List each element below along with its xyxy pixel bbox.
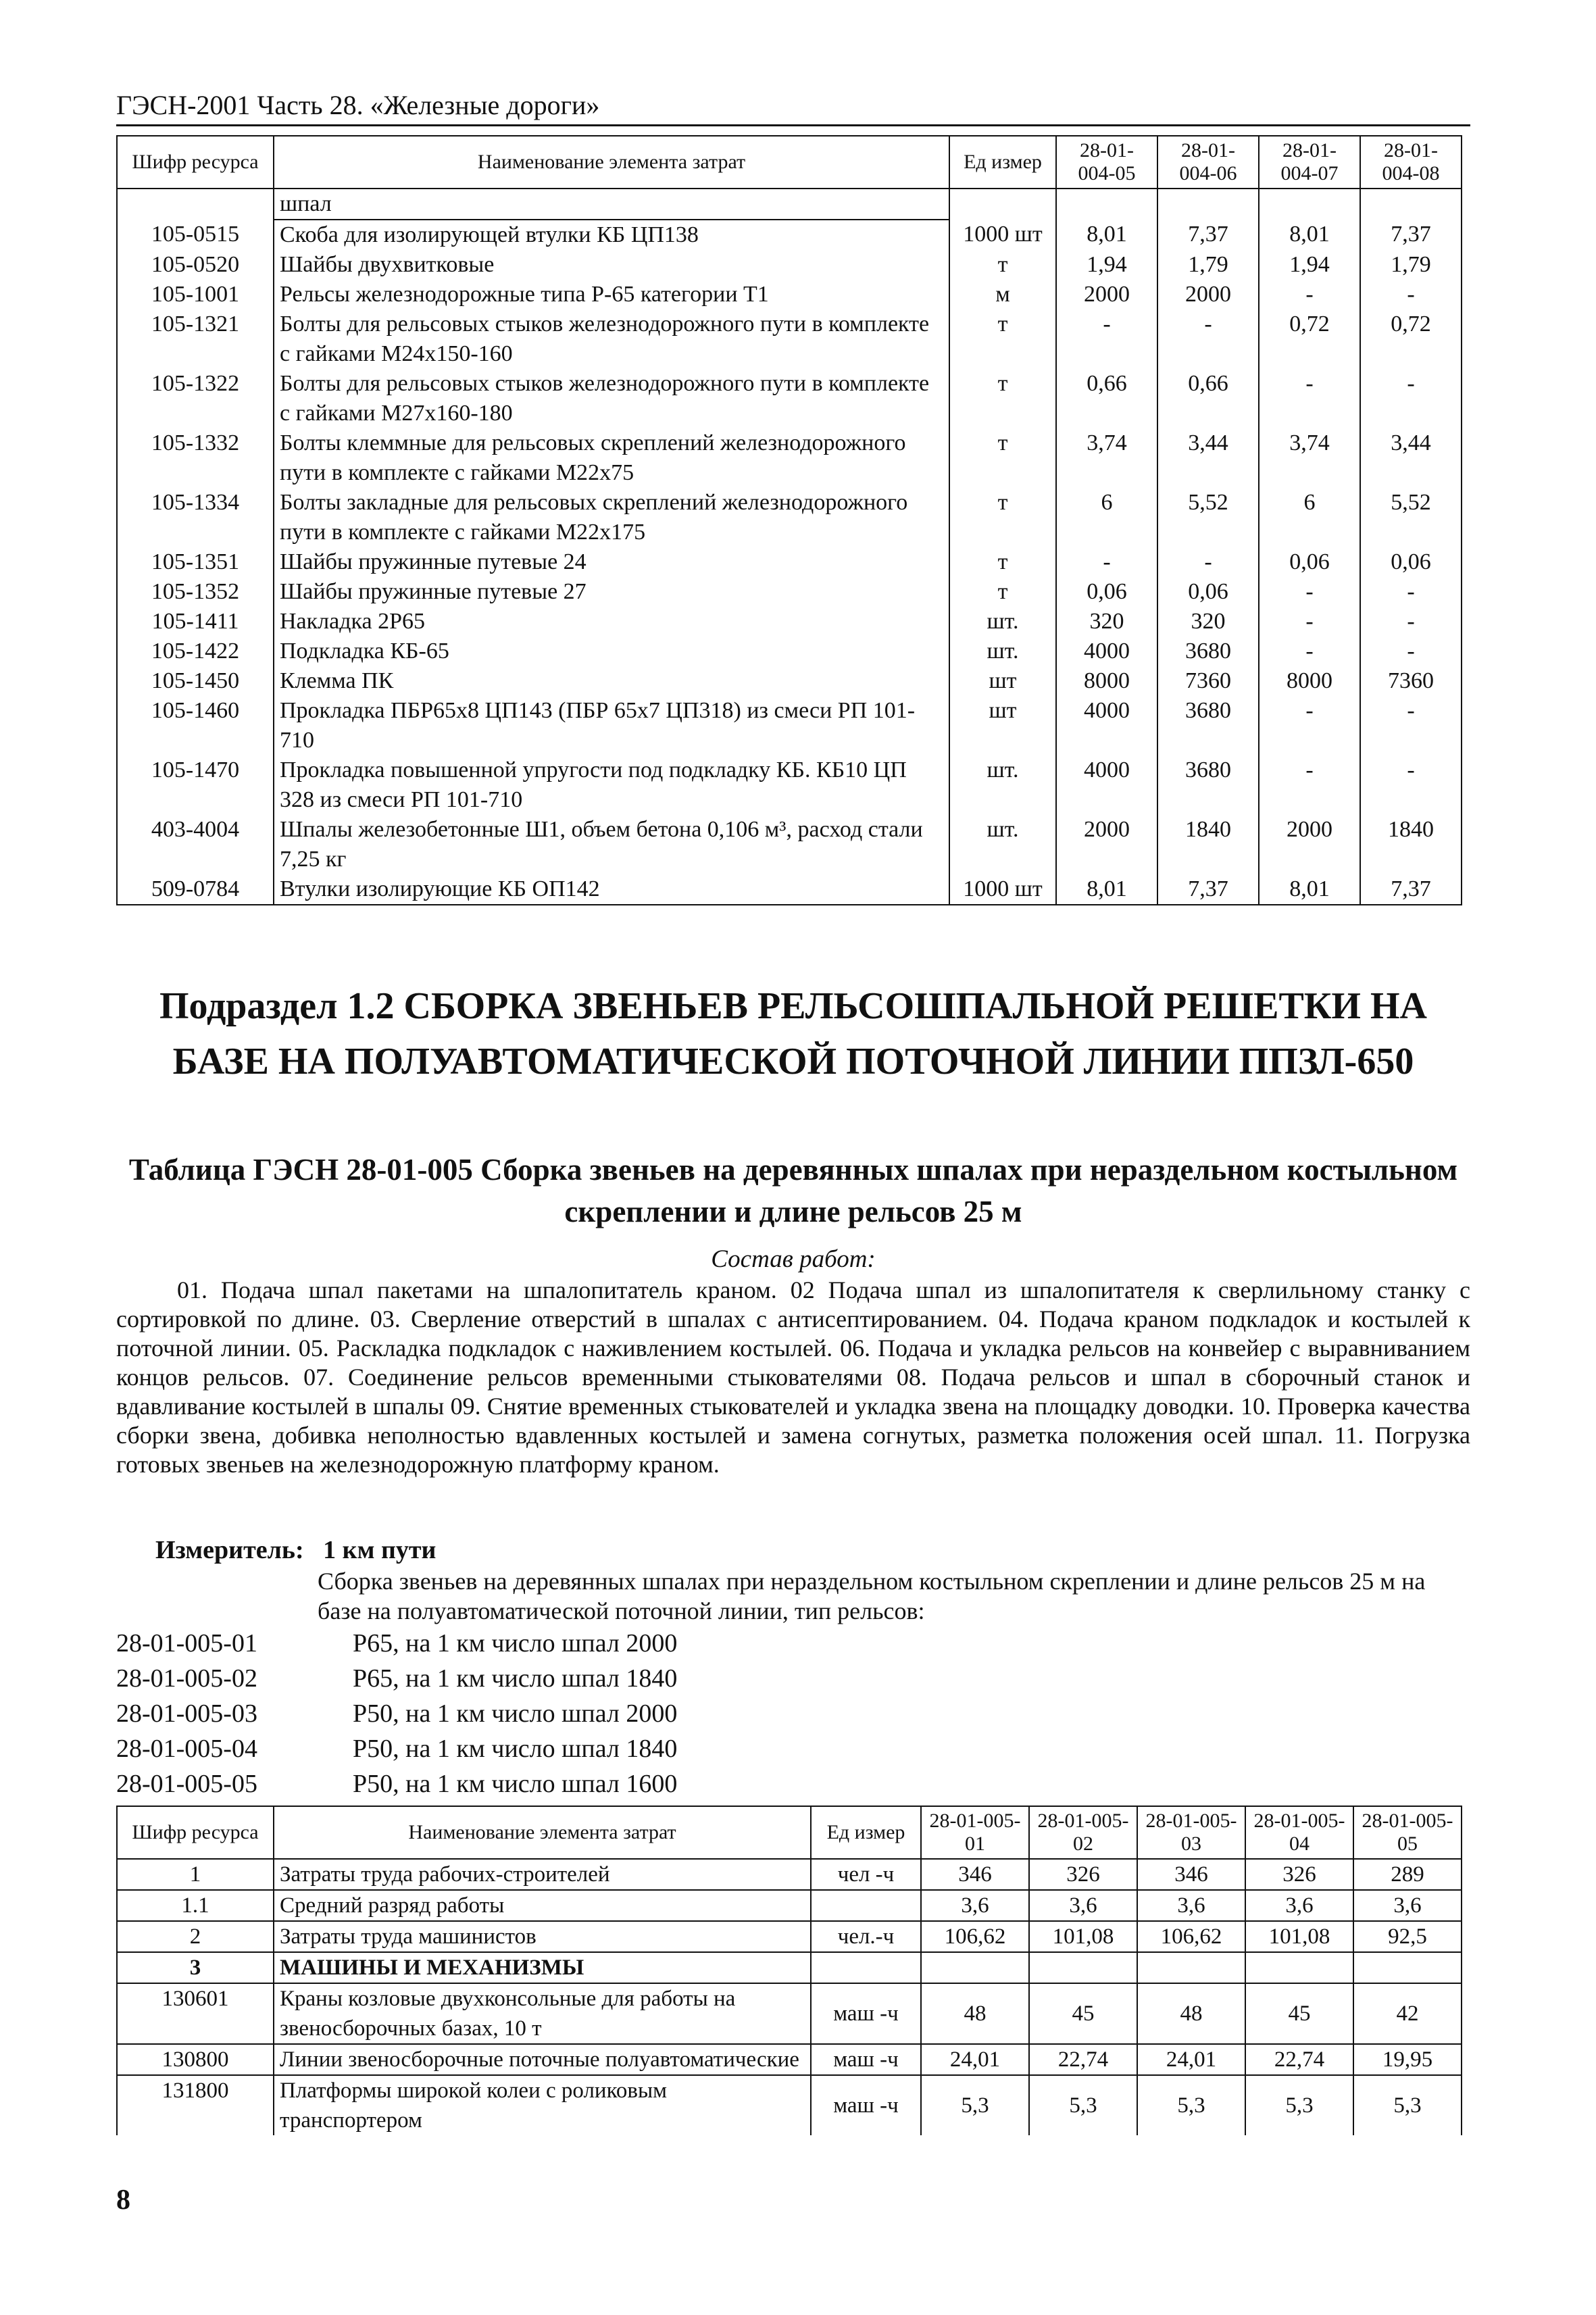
resource-table-004	[116, 135, 1462, 905]
resource-code: 105-1321	[117, 309, 274, 369]
header-col: 28-01-005-01	[921, 1806, 1029, 1859]
page-header: ГЭСН-2001 Часть 28. «Железные дороги»	[116, 90, 600, 120]
resource-unit: т	[949, 577, 1056, 607]
resource-name: Шпалы железобетонные Ш1, объем бетона 0,106 м³, расход стали 7,25 кг	[274, 815, 949, 874]
resource-value: 3,74	[1259, 428, 1360, 488]
header-unit: Ед измер	[949, 136, 1056, 189]
resource-value: -	[1259, 696, 1360, 755]
resource-name: Подкладка КБ-65	[274, 637, 949, 666]
resource-value: 320	[1056, 607, 1157, 637]
resource-value: 0,72	[1360, 309, 1462, 369]
resource-unit: т	[949, 369, 1056, 428]
resource-value: 1,94	[1259, 250, 1360, 280]
resource-name: Клемма ПК	[274, 666, 949, 696]
resource-value: 101,08	[1029, 1921, 1137, 1952]
subsection-title: Подраздел 1.2 СБОРКА ЗВЕНЬЕВ РЕЛЬСОШПАЛЬНОЙ РЕШЕТКИ НА БАЗЕ НА ПОЛУАВТОМАТИЧЕСКОЙ ПОТОЧНОЙ ЛИНИИ ППЗЛ-650	[159, 985, 1427, 1082]
resource-name: Шайбы двухвитковые	[274, 250, 949, 280]
resource-value	[1029, 1952, 1137, 1983]
variant-item	[116, 1769, 677, 1799]
resource-value: 326	[1029, 1859, 1137, 1890]
resource-value: 1840	[1157, 815, 1259, 874]
resource-name: Линии звеносборочные поточные полуавтоматические	[274, 2044, 811, 2075]
variant-item	[116, 1734, 677, 1764]
header-col: 28-01-005-03	[1137, 1806, 1245, 1859]
resource-value: 106,62	[921, 1921, 1029, 1952]
resource-value: 7,37	[1157, 874, 1259, 905]
resource-name: Болты клеммные для рельсовых скреплений железнодорожного пути в комплекте с гайками М22х75	[274, 428, 949, 488]
resource-code: 105-1411	[117, 607, 274, 637]
resource-code: 1.1	[117, 1890, 274, 1921]
resource-code: 403-4004	[117, 815, 274, 874]
resource-value: 3680	[1157, 696, 1259, 755]
resource-code: 105-1001	[117, 280, 274, 309]
resource-unit: т	[949, 309, 1056, 369]
resource-code: 130601	[117, 1983, 274, 2044]
resource-value: 7,37	[1157, 220, 1259, 250]
resource-code: 105-1351	[117, 547, 274, 577]
table-row	[117, 577, 1462, 607]
variant-text: Р50, на 1 км число шпал 1840	[353, 1735, 678, 1763]
resource-value: 0,66	[1056, 369, 1157, 428]
variant-item	[116, 1699, 677, 1728]
variant-item	[116, 1628, 677, 1658]
resource-name: Втулки изолирующие КБ ОП142	[274, 874, 949, 905]
table-row	[117, 755, 1462, 815]
resource-value: 8,01	[1056, 874, 1157, 905]
resource-value: 22,74	[1029, 2044, 1137, 2075]
resource-value	[1245, 1952, 1353, 1983]
resource-value: 4000	[1056, 696, 1157, 755]
resource-unit: м	[949, 280, 1056, 309]
resource-value: 4000	[1056, 637, 1157, 666]
resource-value: 5,3	[1353, 2075, 1462, 2135]
resource-value: 3,44	[1157, 428, 1259, 488]
table-row	[117, 1859, 1462, 1890]
resource-value: 92,5	[1353, 1921, 1462, 1952]
table-row	[117, 1983, 1462, 2044]
resource-value: -	[1360, 755, 1462, 815]
resource-value: 0,66	[1157, 369, 1259, 428]
resource-code: 3	[117, 1952, 274, 1983]
table-row	[117, 696, 1462, 755]
resource-value: 101,08	[1245, 1921, 1353, 1952]
continuation-row	[117, 189, 1462, 220]
header-col: 28-01-005-05	[1353, 1806, 1462, 1859]
resource-value: -	[1259, 280, 1360, 309]
resource-value: 1,94	[1056, 250, 1157, 280]
resource-value: 2000	[1259, 815, 1360, 874]
table-title: Таблица ГЭСН 28-01-005 Сборка звеньев на деревянных шпалах при нераздельном костыльном скреплении и длине рельсов 25 м	[128, 1153, 1458, 1228]
resource-value: 5,3	[921, 2075, 1029, 2135]
resource-value: 7,37	[1360, 220, 1462, 250]
resource-value: 3,6	[1137, 1890, 1245, 1921]
variant-code: 28-01-005-05	[116, 1770, 257, 1798]
variants-intro: Сборка звеньев на деревянных шпалах при нераздельном костыльном скреплении и длине рельсов 25 м на базе на полуавтоматической поточной линии, тип рельсов:	[318, 1568, 1426, 1624]
resource-unit: шт	[949, 666, 1056, 696]
resource-value: 5,3	[1245, 2075, 1353, 2135]
table-row	[117, 666, 1462, 696]
header-col: 28-01-004-05	[1056, 136, 1157, 189]
resource-value: -	[1360, 696, 1462, 755]
resource-value: 5,52	[1360, 488, 1462, 547]
resource-unit: т	[949, 250, 1056, 280]
resource-code: 2	[117, 1921, 274, 1952]
resource-value: 0,06	[1056, 577, 1157, 607]
resource-code: 105-1460	[117, 696, 274, 755]
resource-name: Затраты труда машинистов	[274, 1921, 811, 1952]
resource-unit: шт.	[949, 815, 1056, 874]
header-name: Наименование элемента затрат	[274, 1806, 811, 1859]
resource-value: 0,72	[1259, 309, 1360, 369]
resource-value: 19,95	[1353, 2044, 1462, 2075]
table-row	[117, 220, 1462, 250]
table-row	[117, 2044, 1462, 2075]
resource-value: 22,74	[1245, 2044, 1353, 2075]
resource-value: 320	[1157, 607, 1259, 637]
resource-unit: маш -ч	[811, 2044, 921, 2075]
variant-text: Р50, на 1 км число шпал 1600	[353, 1770, 678, 1798]
resource-unit: т	[949, 547, 1056, 577]
table-row	[117, 369, 1462, 428]
resource-value: 106,62	[1137, 1921, 1245, 1952]
resource-name: Шайбы пружинные путевые 27	[274, 577, 949, 607]
resource-unit: маш -ч	[811, 2075, 921, 2135]
resource-value: -	[1360, 607, 1462, 637]
work-composition-text: 01. Подача шпал пакетами на шпалопитатель краном. 02 Подача шпал из шпалопитателя к сверлильному станку с сортировкой по длине. 03. Сверление отверстий в шпалах с антисептированием. 04. Подача краном подкладок и костылей к поточной линии. 05. Раскладка подкладок с наживлением костылей. 06. Подача и укладка рельсов на конвейер с выравниванием концов рельсов. 07. Соединение рельсов временными стыкователями 08. Подача рельсов и шпал в сборочный станок и вдавливание костылей в шпалы 09. Снятие временных стыкователей и укладка звена на площадку доводки. 10. Проверка качества сборки звена, добивка неполностью вдавленных костылей и замена согнутых, разметка положения осей шпал. 11. Погрузка готовых звеньев на железнодорожную платформу краном.	[116, 1276, 1470, 1478]
resource-code: 105-0520	[117, 250, 274, 280]
resource-value: -	[1056, 547, 1157, 577]
table-row	[117, 1952, 1462, 1983]
table-row	[117, 547, 1462, 577]
resource-value: 8,01	[1259, 874, 1360, 905]
measurer	[155, 1535, 436, 1565]
resource-value: -	[1157, 309, 1259, 369]
resource-name: Краны козловые двухконсольные для работы на звеносборочных базах, 10 т	[274, 1983, 811, 2044]
resource-name: Шайбы пружинные путевые 24	[274, 547, 949, 577]
header-code: Шифр ресурса	[117, 1806, 274, 1859]
resource-value: -	[1360, 280, 1462, 309]
table-row	[117, 309, 1462, 369]
header-col: 28-01-005-04	[1245, 1806, 1353, 1859]
resource-value: -	[1259, 369, 1360, 428]
resource-value: 3,6	[1353, 1890, 1462, 1921]
resource-unit: шт.	[949, 637, 1056, 666]
resource-value: 7,37	[1360, 874, 1462, 905]
table-row	[117, 280, 1462, 309]
resource-unit: шт.	[949, 755, 1056, 815]
header-code: Шифр ресурса	[117, 136, 274, 189]
table-row	[117, 637, 1462, 666]
resource-value: -	[1056, 309, 1157, 369]
resource-code: 509-0784	[117, 874, 274, 905]
resource-name: Скоба для изолирующей втулки КБ ЦП138	[274, 220, 949, 250]
resource-name: МАШИНЫ И МЕХАНИЗМЫ	[274, 1952, 811, 1983]
resource-value: -	[1360, 369, 1462, 428]
resource-value: -	[1259, 637, 1360, 666]
resource-value: 326	[1245, 1859, 1353, 1890]
resource-value: 3,6	[921, 1890, 1029, 1921]
resource-unit: шт	[949, 696, 1056, 755]
table-row	[117, 1921, 1462, 1952]
resource-value: 8,01	[1056, 220, 1157, 250]
variant-item	[116, 1664, 677, 1693]
resource-value	[1353, 1952, 1462, 1983]
resource-name: Болты закладные для рельсовых скреплений железнодорожного пути в комплекте с гайками М22х175	[274, 488, 949, 547]
resource-unit	[811, 1890, 921, 1921]
continuation-text: шпал	[274, 189, 949, 220]
resource-code: 105-1352	[117, 577, 274, 607]
resource-value: 3680	[1157, 637, 1259, 666]
resource-unit: шт.	[949, 607, 1056, 637]
resource-unit: 1000 шт	[949, 220, 1056, 250]
table-row	[117, 428, 1462, 488]
resource-value: 346	[921, 1859, 1029, 1890]
table-row	[117, 874, 1462, 905]
resource-value: 346	[1137, 1859, 1245, 1890]
header-col: 28-01-004-08	[1360, 136, 1462, 189]
resource-name: Прокладка ПБР65х8 ЦП143 (ПБР 65х7 ЦП318) из смеси РП 101-710	[274, 696, 949, 755]
resource-value: 6	[1259, 488, 1360, 547]
resource-code: 105-0515	[117, 220, 274, 250]
resource-value: 42	[1353, 1983, 1462, 2044]
resource-value: 24,01	[1137, 2044, 1245, 2075]
resource-value: 3,74	[1056, 428, 1157, 488]
resource-name: Болты для рельсовых стыков железнодорожного пути в комплекте с гайками М27х160-180	[274, 369, 949, 428]
resource-code: 131800	[117, 2075, 274, 2135]
resource-value	[921, 1952, 1029, 1983]
table-body	[117, 1859, 1462, 2135]
resource-value: 3,44	[1360, 428, 1462, 488]
header-col: 28-01-004-07	[1259, 136, 1360, 189]
variant-code: 28-01-005-02	[116, 1664, 257, 1693]
resource-value: 0,06	[1360, 547, 1462, 577]
resource-value: 0,06	[1259, 547, 1360, 577]
resource-value: 8,01	[1259, 220, 1360, 250]
variant-text: Р65, на 1 км число шпал 2000	[353, 1629, 678, 1658]
resource-value: 8000	[1056, 666, 1157, 696]
resource-code: 1	[117, 1859, 274, 1890]
resource-unit: т	[949, 428, 1056, 488]
resource-value: 3680	[1157, 755, 1259, 815]
resource-code: 105-1332	[117, 428, 274, 488]
resource-value: 1840	[1360, 815, 1462, 874]
resource-unit: чел -ч	[811, 1859, 921, 1890]
work-composition-heading: Состав работ:	[711, 1245, 876, 1273]
variant-text: Р65, на 1 км число шпал 1840	[353, 1664, 678, 1693]
resource-table-005	[116, 1806, 1462, 2135]
table-row	[117, 2075, 1462, 2135]
resource-name: Накладка 2Р65	[274, 607, 949, 637]
variant-code: 28-01-005-03	[116, 1699, 257, 1728]
table-row	[117, 1890, 1462, 1921]
resource-name: Затраты труда рабочих-строителей	[274, 1859, 811, 1890]
resource-value: 7360	[1360, 666, 1462, 696]
resource-value: 3,6	[1029, 1890, 1137, 1921]
resource-value: -	[1259, 755, 1360, 815]
resource-value: 2000	[1056, 815, 1157, 874]
resource-value: -	[1157, 547, 1259, 577]
resource-name: Платформы широкой колеи с роликовым транспортером	[274, 2075, 811, 2135]
resource-value: 2000	[1157, 280, 1259, 309]
resource-value	[1137, 1952, 1245, 1983]
resource-name: Рельсы железнодорожные типа Р-65 категории Т1	[274, 280, 949, 309]
resource-code: 130800	[117, 2044, 274, 2075]
header-rule	[116, 124, 1470, 126]
resource-code: 105-1322	[117, 369, 274, 428]
resource-value: 3,6	[1245, 1890, 1353, 1921]
resource-value: 5,52	[1157, 488, 1259, 547]
table-row	[117, 250, 1462, 280]
resource-code: 105-1422	[117, 637, 274, 666]
table-row	[117, 488, 1462, 547]
resource-value: 0,06	[1157, 577, 1259, 607]
header-name: Наименование элемента затрат	[274, 136, 949, 189]
resource-value: -	[1360, 577, 1462, 607]
resource-value: 289	[1353, 1859, 1462, 1890]
resource-value: 48	[1137, 1983, 1245, 2044]
resource-value: -	[1259, 577, 1360, 607]
resource-value: 8000	[1259, 666, 1360, 696]
resource-unit	[811, 1952, 921, 1983]
resource-value: 1,79	[1360, 250, 1462, 280]
resource-unit: маш -ч	[811, 1983, 921, 2044]
resource-code: 105-1470	[117, 755, 274, 815]
page-number: 8	[116, 2185, 130, 2216]
resource-value: -	[1360, 637, 1462, 666]
resource-unit: т	[949, 488, 1056, 547]
measurer-value: 1 км пути	[323, 1536, 437, 1564]
variant-code: 28-01-005-01	[116, 1629, 257, 1658]
header-col: 28-01-005-02	[1029, 1806, 1137, 1859]
resource-value: 45	[1245, 1983, 1353, 2044]
resource-value: 48	[921, 1983, 1029, 2044]
resource-value: 1,79	[1157, 250, 1259, 280]
measurer-label: Измеритель:	[155, 1536, 304, 1564]
resource-value: 24,01	[921, 2044, 1029, 2075]
resource-unit: чел.-ч	[811, 1921, 921, 1952]
resource-code: 105-1334	[117, 488, 274, 547]
table-row	[117, 607, 1462, 637]
resource-value: 4000	[1056, 755, 1157, 815]
resource-unit: 1000 шт	[949, 874, 1056, 905]
resource-code: 105-1450	[117, 666, 274, 696]
variant-code: 28-01-005-04	[116, 1735, 257, 1763]
resource-value: 5,3	[1029, 2075, 1137, 2135]
header-col: 28-01-004-06	[1157, 136, 1259, 189]
table-body	[117, 189, 1462, 905]
table-row	[117, 815, 1462, 874]
resource-value: 6	[1056, 488, 1157, 547]
resource-value: 7360	[1157, 666, 1259, 696]
resource-value: 45	[1029, 1983, 1137, 2044]
resource-value: -	[1259, 607, 1360, 637]
resource-name: Прокладка повышенной упругости под подкладку КБ. КБ10 ЦП 328 из смеси РП 101-710	[274, 755, 949, 815]
header-unit: Ед измер	[811, 1806, 921, 1859]
resource-name: Болты для рельсовых стыков железнодорожного пути в комплекте с гайками М24х150-160	[274, 309, 949, 369]
resource-name: Средний разряд работы	[274, 1890, 811, 1921]
resource-value: 5,3	[1137, 2075, 1245, 2135]
variant-text: Р50, на 1 км число шпал 2000	[353, 1699, 678, 1728]
resource-value: 2000	[1056, 280, 1157, 309]
